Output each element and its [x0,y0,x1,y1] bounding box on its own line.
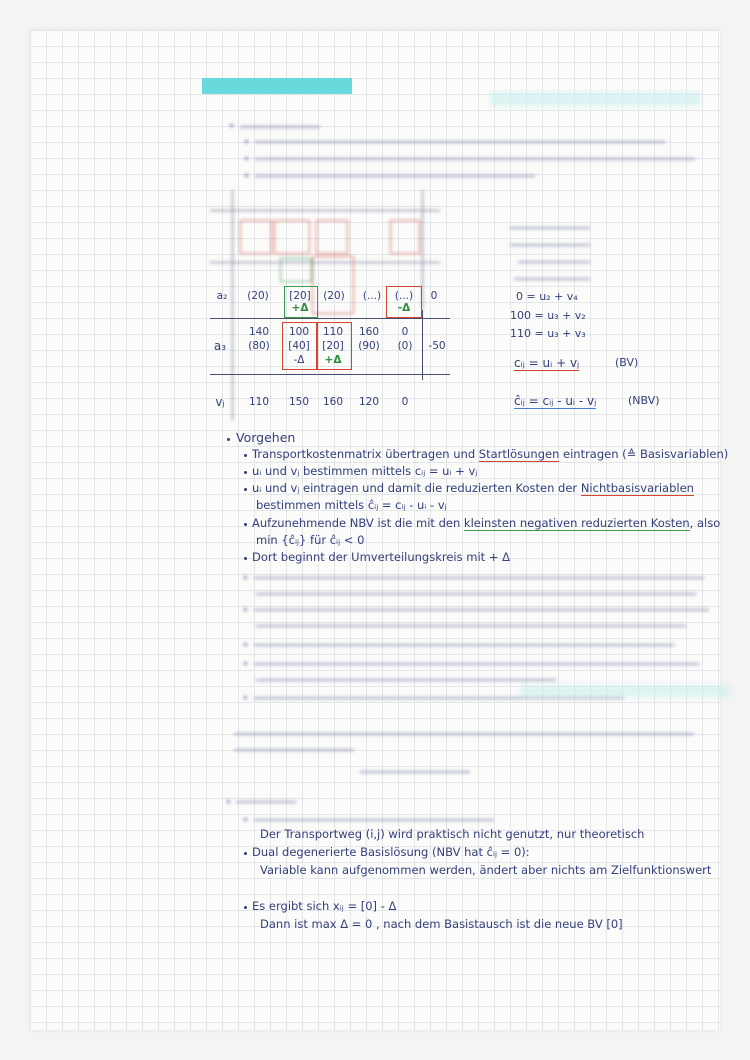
cell-a2-5: (...) [394,290,414,302]
notebook-page [30,30,729,1030]
vj-2: 150 [288,396,310,408]
divider-a3-vj [210,374,450,375]
title-highlight-secondary [490,92,700,106]
nbv-label: (NBV) [628,394,660,407]
result-line: Es ergibt sich xᵢⱼ = [0] - Δ [252,899,397,913]
alloc-a3-1: (80) [248,340,270,352]
cost-a3-5: 0 [401,326,409,338]
transport-note: Der Transportweg (i,j) wird praktisch nicht genutzt, nur theoretisch [260,827,645,841]
equation-1: 0 = u₂ + v₄ [516,290,578,303]
title-highlight [202,78,352,94]
cost-a3-2: 100 [288,326,310,338]
row-label-a2: a₂ [216,290,228,302]
mark-a2-plus: +Δ [291,302,309,314]
mark-a2-minus: -Δ [397,302,411,314]
bullet [230,124,233,127]
vj-4: 120 [358,396,380,408]
bullet [227,438,230,441]
alloc-a3-5: (0) [397,340,413,352]
dual-degenerate-heading: Dual degenerierte Basislösung (NBV hat ĉᵢⱼ = 0): [252,845,530,859]
ui-a3: -50 [428,340,446,352]
vorgehen-item-3: uᵢ und vⱼ eintragen und damit die reduzierten Kosten der Nichtbasisvariablen [252,481,694,495]
cell-a2-2: [20] [289,290,311,302]
dual-degenerate-note: Variable kann aufgenommen werden, ändert aber nichts am Zielfunktionswert [260,863,712,877]
transport-table [210,190,450,420]
vorgehen-item-3-cont: bestimmen mittels ĉᵢⱼ = cᵢⱼ - uᵢ - vⱼ [256,498,447,512]
vj-3: 160 [322,396,344,408]
cost-a3-3: 110 [322,326,344,338]
cell-a2-4: (...) [362,290,382,302]
max-delta-line: Dann ist max Δ = 0 , nach dem Basistausch ist die neue BV [0] [260,917,623,931]
vorgehen-heading: Vorgehen [236,430,296,445]
vorgehen-item-5: Dort beginnt der Umverteilungskreis mit + Δ [252,550,510,564]
alloc-a3-3: [20] [322,340,344,352]
mark-a3-plus: +Δ [324,354,342,366]
vorgehen-item-2: uᵢ und vⱼ bestimmen mittels cᵢⱼ = uᵢ + vⱼ [252,464,478,478]
row-label-a3: a₃ [213,339,227,353]
red-cycle-box [386,286,422,318]
bv-formula: cᵢⱼ = uᵢ + vⱼ [514,356,580,370]
alloc-a3-4: (90) [358,340,380,352]
cost-a3-4: 160 [358,326,380,338]
cell-a2-ui: 0 [430,290,438,302]
green-cycle-box [284,286,318,318]
vj-1: 110 [248,396,270,408]
red-cycle-box-a3-3 [316,322,352,370]
divider-a2-a3 [210,318,450,319]
vj-5: 0 [401,396,409,408]
vorgehen-item-4: Aufzunehmende NBV ist die mit den kleinsten negativen reduzierten Kosten, also [252,516,721,530]
alloc-a3-2: [40] [288,340,310,352]
vorgehen-item-4-cont: min {ĉᵢⱼ} für ĉᵢⱼ < 0 [256,533,365,547]
equation-3: 110 = u₃ + v₃ [510,327,586,340]
red-cycle-box-a3-2 [282,322,318,370]
vorgehen-item-1: Transportkostenmatrix übertragen und Startlösungen eintragen (≙ Basisvariablen) [252,447,729,461]
cost-a3-1: 140 [248,326,270,338]
cell-a2-1: (20) [247,290,269,302]
mark-a3-minus: -Δ [293,354,305,366]
cell-a2-3: (20) [323,290,345,302]
bv-label: (BV) [615,356,639,369]
row-label-vj: vⱼ [215,395,225,409]
equation-2: 100 = u₃ + v₂ [510,309,586,322]
nbv-formula: ĉᵢⱼ = cᵢⱼ - uᵢ - vⱼ [514,394,597,408]
